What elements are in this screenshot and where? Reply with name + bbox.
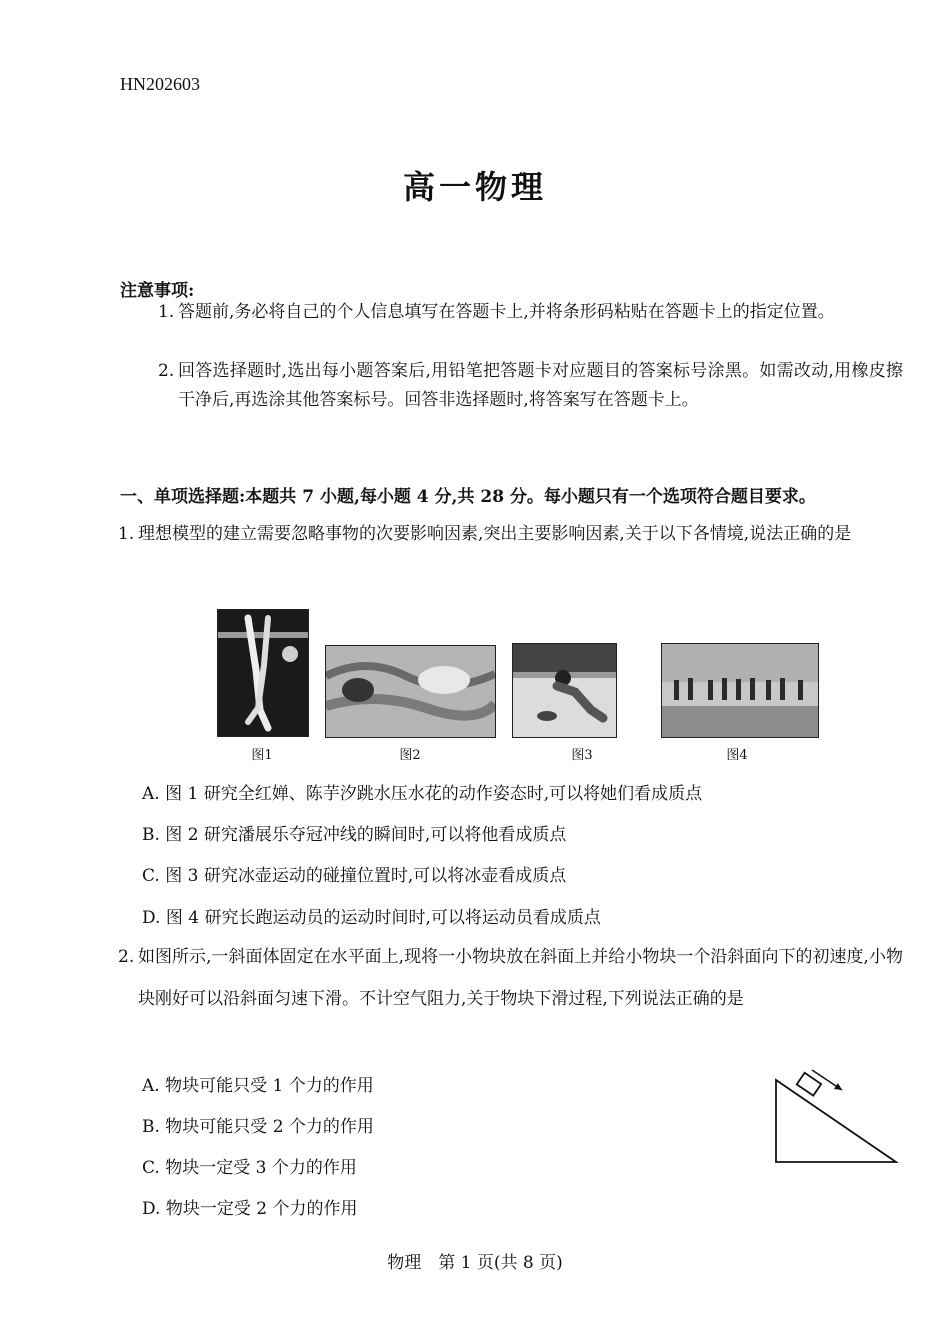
- question-1-option-d: D. 图 4 研究长跑运动员的运动时间时,可以将运动员看成质点: [142, 908, 601, 928]
- question-number: 2.: [118, 947, 135, 967]
- question-number: 1.: [118, 524, 135, 544]
- note-text: 回答选择题时,选出每小题答案后,用铅笔把答题卡对应题目的答案标号涂黑。如需改动,用橡皮擦干净后,再选涂其他答案标号。回答非选择题时,将答案写在答题卡上。: [178, 361, 903, 410]
- figure-4-running-photo: [661, 643, 819, 738]
- incline-block-diagram: [768, 1058, 908, 1170]
- section-heading: 一、单项选择题:本题共 7 小题,每小题 4 分,共 28 分。每小题只有一个选项符合题目要求。: [120, 487, 816, 507]
- figure-1-caption: 图1: [251, 748, 273, 763]
- question-2-option-a: A. 物块可能只受 1 个力的作用: [142, 1076, 374, 1096]
- figure-4-caption: 图4: [726, 748, 748, 763]
- page-title: 高一物理: [402, 168, 547, 206]
- question-text: 如图所示,一斜面体固定在水平面上,现将一小物块放在斜面上并给小物块一个沿斜面向下的初速度,小物块刚好可以沿斜面匀速下滑。不计空气阻力,关于物块下滑过程,下列说法正确的是: [138, 947, 903, 1009]
- figure-1-diving-photo: [217, 609, 309, 737]
- question-1-stem: [118, 512, 903, 556]
- question-2-stem: [118, 936, 903, 1020]
- question-1-option-c: C. 图 3 研究冰壶运动的碰撞位置时,可以将冰壶看成质点: [142, 866, 567, 886]
- question-1-option-a: A. 图 1 研究全红婵、陈芋汐跳水压水花的动作姿态时,可以将她们看成质点: [142, 784, 703, 804]
- question-2-option-b: B. 物块可能只受 2 个力的作用: [142, 1117, 374, 1137]
- document-code: HN202603: [120, 74, 200, 94]
- incline-triangle: [776, 1080, 896, 1162]
- note-number: 2.: [158, 361, 175, 381]
- note-number: 1.: [158, 302, 175, 322]
- question-2-option-c: C. 物块一定受 3 个力的作用: [142, 1158, 357, 1178]
- question-text: 理想模型的建立需要忽略事物的次要影响因素,突出主要影响因素,关于以下各情境,说法正确的是: [138, 524, 852, 544]
- note-item-1: [158, 298, 903, 327]
- page-footer: 物理 第 1 页(共 8 页): [387, 1253, 563, 1273]
- question-2-option-d: D. 物块一定受 2 个力的作用: [142, 1199, 358, 1219]
- notes-heading: 注意事项:: [120, 281, 195, 301]
- question-1-option-b: B. 图 2 研究潘展乐夺冠冲线的瞬间时,可以将他看成质点: [142, 825, 567, 845]
- figure-2-caption: 图2: [399, 748, 421, 763]
- small-block: [797, 1073, 821, 1096]
- note-text: 答题前,务必将自己的个人信息填写在答题卡上,并将条形码粘贴在答题卡上的指定位置。: [178, 302, 835, 322]
- note-item-2: [158, 357, 903, 415]
- figure-2-swimming-photo: [325, 645, 496, 738]
- figure-3-curling-photo: [512, 643, 617, 738]
- figure-3-caption: 图3: [571, 748, 593, 763]
